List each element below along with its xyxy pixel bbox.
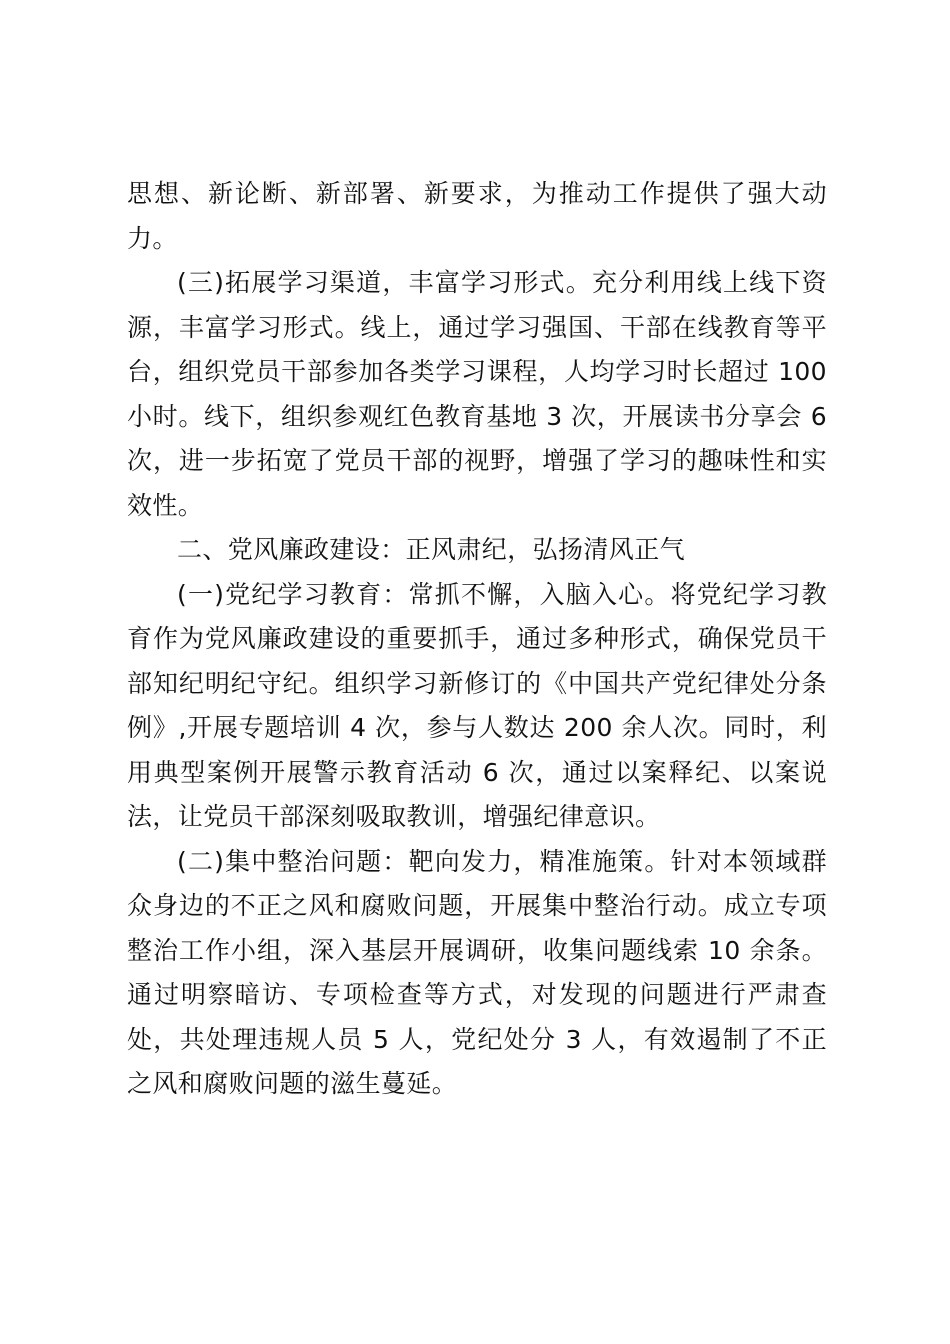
section-heading: 二、党风廉政建设：正风肃纪，弘扬清风正气 [177,535,686,564]
paragraph-rectification: (二)集中整治问题：靶向发力，精准施策。针对本领域群众身边的不正之风和腐败问题，开展集中整治行动。成立专项整治工作小组，深入基层开展调研，收集问题线索 10 余条。通过明察暗访、专项检查等方式，对发现的问题进行严肃查处，共处理违规人员 5 人，党纪处分 3 人，有效遏制了不正之风和腐败问题的滋生蔓延。 [127,846,827,1098]
paragraph-continuation: 思想、新论断、新部署、新要求，为推动工作提供了强大动力。 [127,179,827,253]
document-body [127,172,827,1107]
paragraph-discipline-education: (一)党纪学习教育：常抓不懈，入脑入心。将党纪学习教育作为党风廉政建设的重要抓手，通过多种形式，确保党员干部知纪明纪守纪。组织学习新修订的《中国共产党纪律处分条例》,开展专题培训 4 次，参与人数达 200 余人次。同时，利用典型案例开展警示教育活动 6 次，通过以案释纪、以案说法，让党员干部深刻吸取教训，增强纪律意识。 [127,579,827,831]
paragraph-study-channels: (三)拓展学习渠道，丰富学习形式。充分利用线上线下资源，丰富学习形式。线上，通过学习强国、干部在线教育等平台，组织党员干部参加各类学习课程，人均学习时长超过 100 小时。线下，组织参观红色教育基地 3 次，开展读书分享会 6 次，进一步拓宽了党员干部的视野，增强了学习的趣味性和实效性。 [127,268,827,520]
